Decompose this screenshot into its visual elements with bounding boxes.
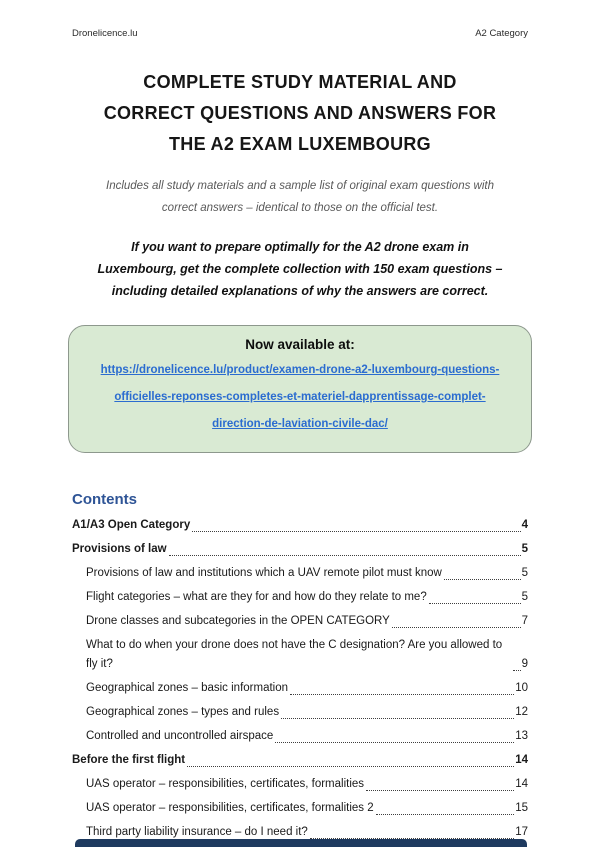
toc-page-number: 9 <box>521 658 528 670</box>
toc-entry[interactable] <box>72 540 528 559</box>
toc-entry-label: What to do when your drone does not have the C designation? Are you allowed to fly it? <box>86 639 503 670</box>
toc-dot-leader <box>275 742 514 743</box>
toc-dot-leader <box>513 670 521 671</box>
toc-entry[interactable] <box>86 679 528 698</box>
toc-entry[interactable] <box>86 564 528 583</box>
toc-page-number: 15 <box>515 802 528 814</box>
toc-page-number: 14 <box>515 754 528 766</box>
toc-page-number: 12 <box>515 706 528 718</box>
toc-entry[interactable] <box>86 588 528 607</box>
toc-entry-label: Flight categories – what are they for and how do they relate to me? <box>86 591 427 603</box>
toc-entry-label: Controlled and uncontrolled airspace <box>86 730 274 742</box>
contents-heading: Contents <box>72 491 137 508</box>
toc-dot-leader <box>392 627 521 628</box>
toc-page-number: 10 <box>515 682 528 694</box>
toc-entry[interactable] <box>86 636 528 674</box>
toc-entry[interactable] <box>86 775 528 794</box>
toc-entry[interactable] <box>72 516 528 535</box>
toc-entry-label: Before the first flight <box>72 754 186 766</box>
toc-dot-leader <box>187 766 514 767</box>
toc-entry-label: A1/A3 Open Category <box>72 519 191 531</box>
toc-dot-leader <box>281 718 514 719</box>
page-title: COMPLETE STUDY MATERIAL AND CORRECT QUESTIONS AND ANSWERS FOR THE A2 EXAM LUXEMBOURG <box>103 72 497 154</box>
offer-box <box>68 325 532 453</box>
page-header <box>72 28 528 39</box>
toc-dot-leader <box>290 694 514 695</box>
toc-dot-leader <box>169 555 521 556</box>
toc-entry-label: Geographical zones – basic information <box>86 682 289 694</box>
toc-page-number: 17 <box>515 826 528 838</box>
offer-heading: Now available at: <box>245 337 355 352</box>
toc-dot-leader <box>376 814 515 815</box>
toc-page-number: 7 <box>521 615 528 627</box>
toc-entry[interactable] <box>86 612 528 631</box>
toc-dot-leader <box>366 790 514 791</box>
promo-text: If you want to prepare optimally for the A2 drone exam in Luxembourg, get the complete collection with 150 exam questions – including detailed explanations of why the answers are correct. <box>97 240 503 298</box>
toc-entry[interactable] <box>86 799 528 818</box>
toc-page-number: 5 <box>521 567 528 579</box>
toc-entry-label: Third party liability insurance – do I need it? <box>86 826 308 838</box>
toc-entry-label: Provisions of law <box>72 543 167 555</box>
toc-entry-label: Provisions of law and institutions which a UAV remote pilot must know <box>86 567 442 579</box>
toc-page-number: 14 <box>515 778 528 790</box>
toc-page-number: 4 <box>521 519 528 531</box>
toc-entry[interactable] <box>86 727 528 746</box>
header-site-name: Dronelicence.lu <box>72 28 138 39</box>
toc-dot-leader <box>444 579 521 580</box>
toc-entry-label: UAS operator – responsibilities, certificates, formalities 2 <box>86 802 374 814</box>
toc-page-number: 5 <box>521 591 528 603</box>
toc-entry[interactable] <box>72 751 528 770</box>
toc-entry-label: Geographical zones – types and rules <box>86 706 280 718</box>
header-category-label: A2 Category <box>475 28 528 39</box>
toc-page-number: 5 <box>521 543 528 555</box>
toc-dot-leader <box>192 531 520 532</box>
subtitle-text: Includes all study materials and a sample list of original exam questions with correct answers – identical to those on the official test. <box>106 180 494 214</box>
offer-link[interactable]: https://dronelicence.lu/product/examen-drone-a2-luxembourg-questions-officielles-reponses-completes-et-materiel-dapprentissage-complet-direction-de-laviation-civile-dac/ <box>100 364 500 430</box>
toc-entry[interactable] <box>86 703 528 722</box>
toc-list <box>72 516 528 842</box>
toc-dot-leader <box>429 603 521 604</box>
toc-entry-label: Drone classes and subcategories in the OPEN CATEGORY <box>86 615 390 627</box>
footer-bar <box>75 839 527 847</box>
toc-entry-label: UAS operator – responsibilities, certificates, formalities <box>86 778 365 790</box>
toc-page-number: 13 <box>515 730 528 742</box>
